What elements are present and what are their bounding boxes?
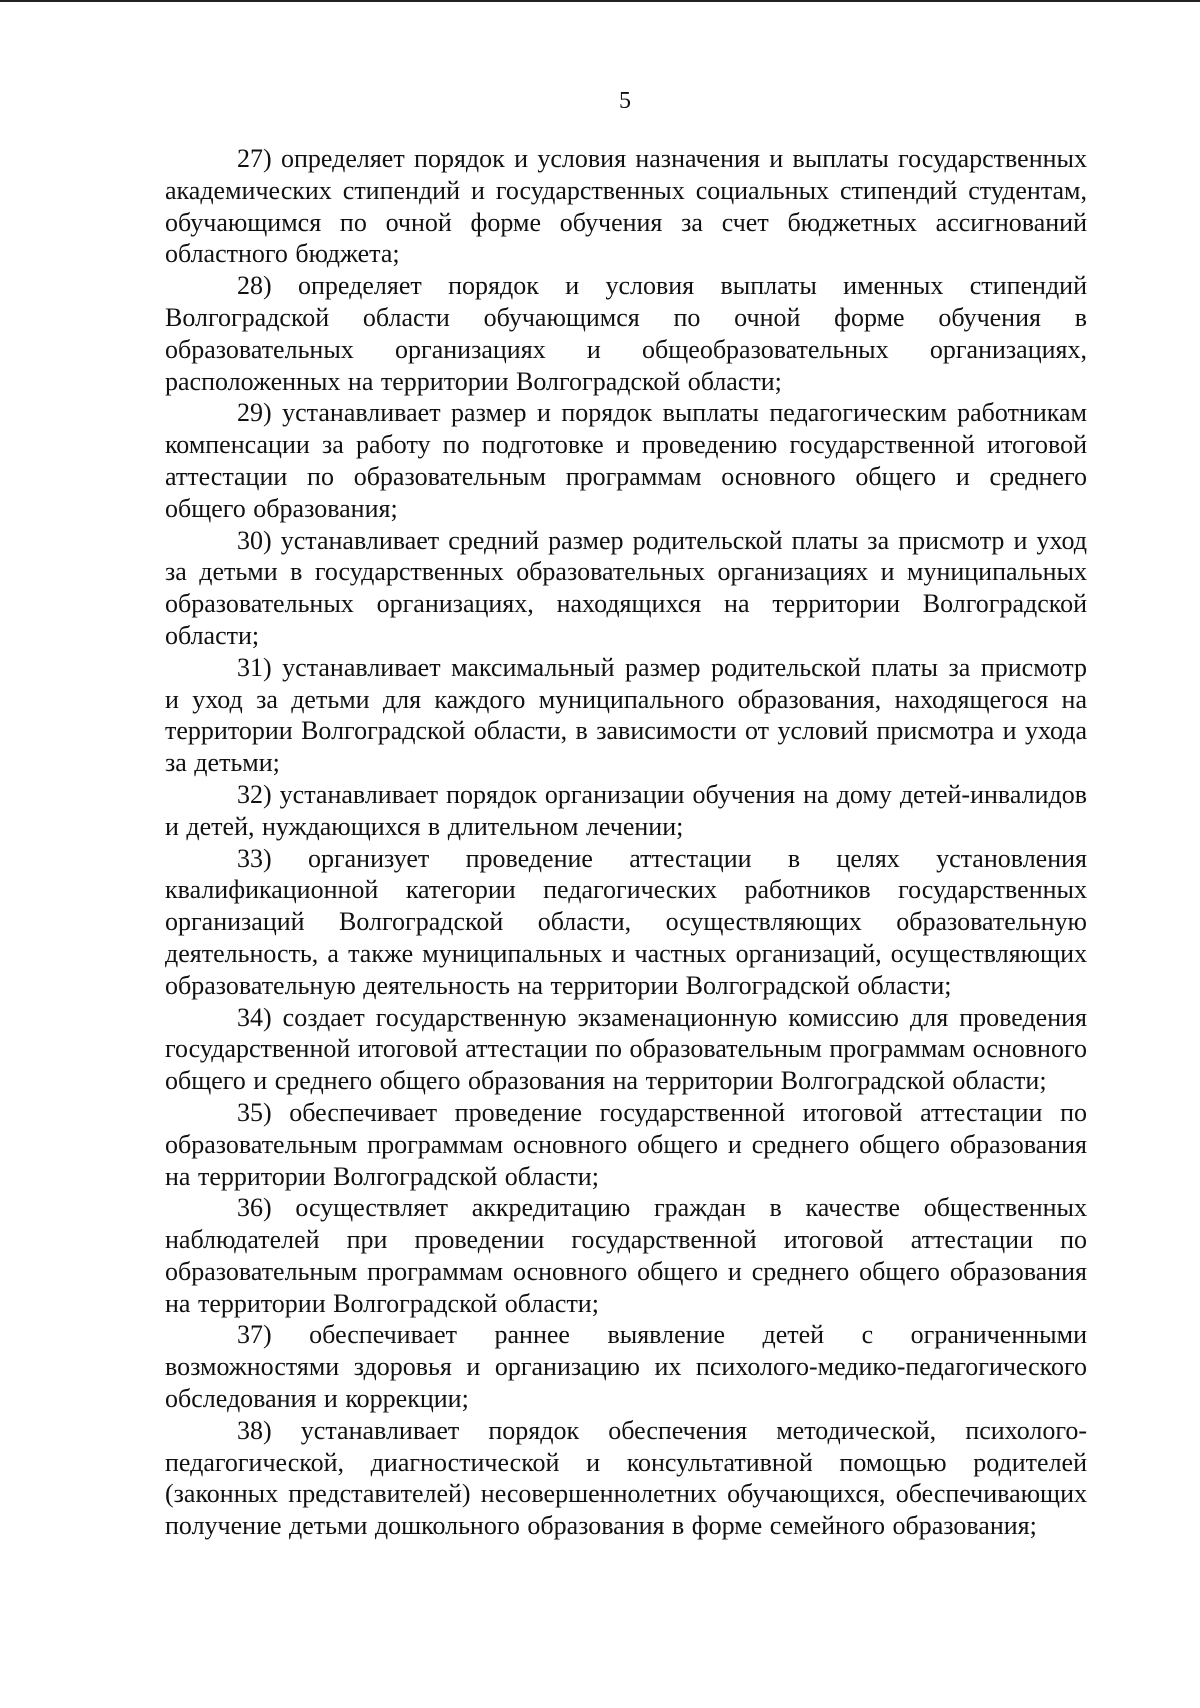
list-item-35: 35) обеспечивает проведение государственной итоговой аттестации по образовательным программам основного общего и среднего общего образования на территории Волгоградской области; [165,1097,1087,1191]
list-item-38: 38) устанавливает порядок обеспечения методической, психолого-педагогической, диагностической и консультативной помощью родителей (законных представителей) несовершеннолетних обучающихся, обеспечивающих получение детьми дошкольного образования в форме семейного образования; [165,1415,1087,1541]
list-item-31: 31) устанавливает максимальный размер родительской платы за присмотр и уход за детьми для каждого муниципального образования, находящегося на территории Волгоградской области, в зависимости от условий присмотра и ухода за детьми; [165,652,1087,778]
list-item-36: 36) осуществляет аккредитацию граждан в качестве общественных наблюдателей при проведении государственной итоговой аттестации по образовательным программам основного общего и среднего общего образования на территории Волгоградской области; [165,1193,1087,1318]
list-item-29: 29) устанавливает размер и порядок выплаты педагогическим работникам компенсации за работу по подготовке и проведению государственной итоговой аттестации по образовательным программам основного общего и среднего общего образования; [165,398,1087,523]
list-item-28: 28) определяет порядок и условия выплаты именных стипендий Волгоградской области обучающимся по очной форме обучения в образовательных организациях и общеобразовательных организациях, расположенных на территории Волгоградской области; [165,271,1087,396]
list-item-33: 33) организует проведение аттестации в целях установления квалификационной категории педагогических работников государственных организаций Волгоградской области, осуществляющих образовательную деятельность, а также муниципальных и частных организаций, осуществляющих образовательную деятельность на территории Волгоградской области; [165,843,1087,1000]
document-body [165,143,1087,1542]
list-item-37: 37) обеспечивает раннее выявление детей с ограниченными возможностями здоровья и организацию их психолого-медико-педагогического обследования и коррекции; [165,1320,1087,1414]
list-item-32: 32) устанавливает порядок организации обучения на дому детей-инвалидов и детей, нуждающихся в длительном лечении; [165,779,1087,841]
scan-top-edge [0,0,1200,2]
list-item-30: 30) устанавливает средний размер родительской платы за присмотр и уход за детьми в государственных образовательных организациях и муниципальных образовательных организациях, находящихся на территории Волгоградской области; [165,525,1087,650]
page-number: 5 [619,88,631,114]
list-item-27: 27) определяет порядок и условия назначения и выплаты государственных академических стипендий и государственных социальных стипендий студентам, обучающимся по очной форме обучения за счет бюджетных ассигнований областного бюджета; [165,144,1087,269]
list-item-34: 34) создает государственную экзаменационную комиссию для проведения государственной итоговой аттестации по образовательным программам основного общего и среднего общего образования на территории Волгоградской области; [165,1002,1087,1096]
